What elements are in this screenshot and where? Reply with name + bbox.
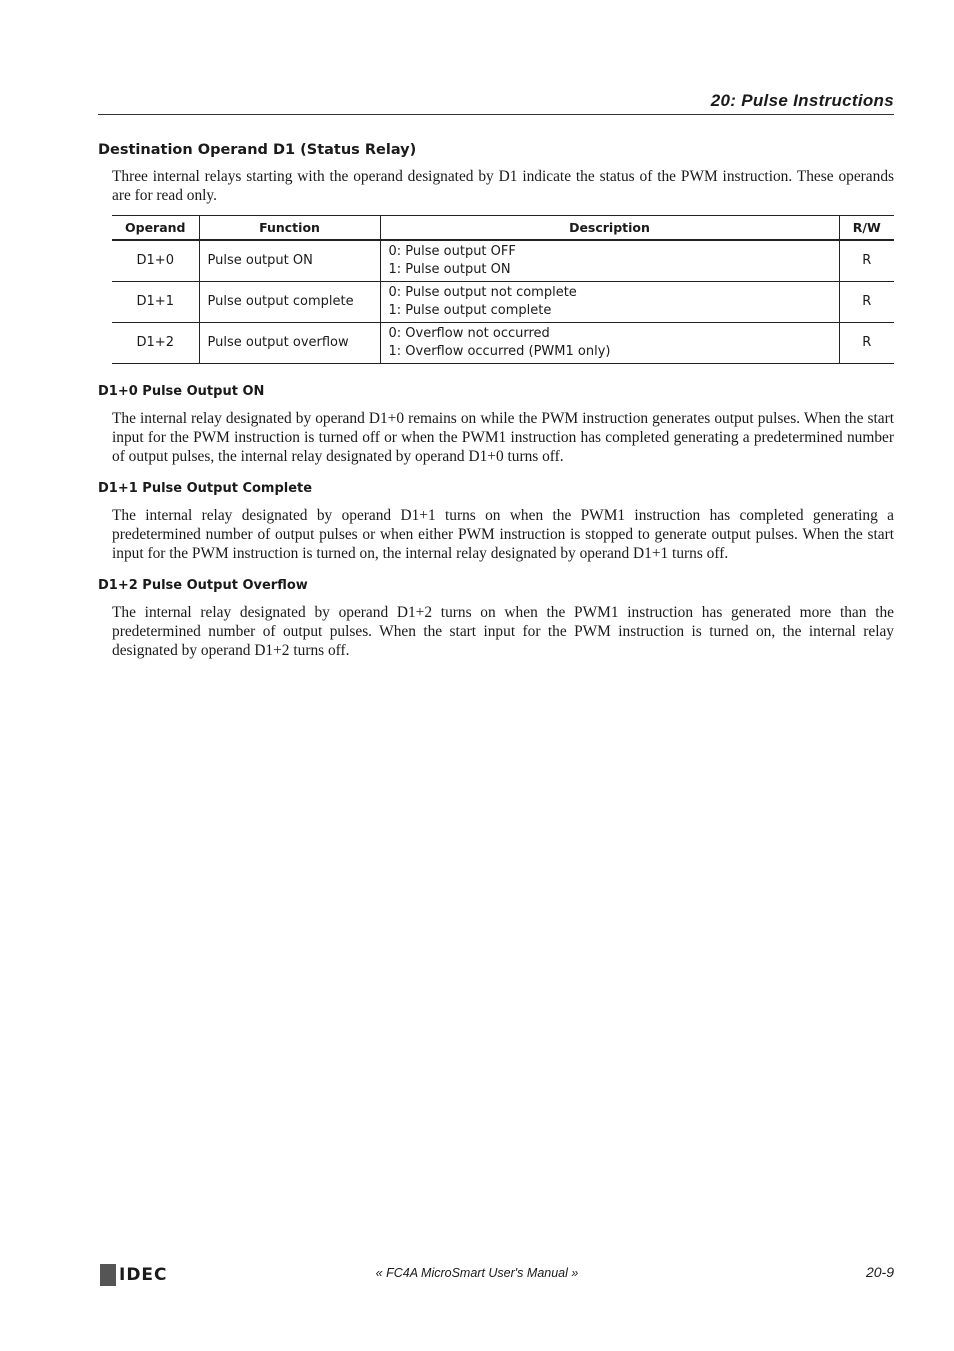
desc-line: 1: Pulse output complete: [388, 303, 552, 318]
cell-function: Pulse output complete: [199, 282, 380, 323]
cell-description: [380, 240, 839, 282]
subsection-text: The internal relay designated by operand D1+2 turns on when the PWM1 instruction has generated more than the predetermined number of output pulses. When the start input for the PWM instruction is turned on, the internal relay designated by operand D1+2 turns off.: [112, 604, 894, 659]
logo-text: IDEC: [119, 1265, 168, 1285]
cell-operand: D1+1: [112, 282, 199, 323]
header-rule: [98, 114, 894, 115]
cell-function: Pulse output ON: [199, 240, 380, 282]
col-header-rw: R/W: [839, 216, 894, 241]
col-header-description: Description: [380, 216, 839, 241]
page-header-title: 20: Pulse Instructions: [710, 91, 894, 110]
cell-description: [380, 282, 839, 323]
table-row: [112, 323, 894, 364]
subsection-heading: D1+2 Pulse Output Overflow: [98, 578, 308, 593]
page-number: 20-9: [865, 1264, 894, 1280]
status-relay-table: [112, 215, 894, 364]
desc-line: 0: Pulse output OFF: [388, 244, 516, 259]
desc-line: 0: Overflow not occurred: [388, 326, 550, 341]
desc-line: 0: Pulse output not complete: [388, 285, 577, 300]
cell-function: Pulse output overflow: [199, 323, 380, 364]
cell-operand: D1+0: [112, 240, 199, 282]
cell-rw: R: [839, 323, 894, 364]
table-header-row: [112, 216, 894, 241]
section-heading: Destination Operand D1 (Status Relay): [98, 142, 417, 158]
cell-rw: R: [839, 240, 894, 282]
cell-operand: D1+2: [112, 323, 199, 364]
subsection-heading: D1+1 Pulse Output Complete: [98, 481, 313, 496]
table-row: [112, 282, 894, 323]
desc-line: 1: Pulse output ON: [388, 262, 511, 277]
cell-description: [380, 323, 839, 364]
col-header-function: Function: [199, 216, 380, 241]
subsection-text: The internal relay designated by operand D1+0 remains on while the PWM instruction generates output pulses. When the start input for the PWM instruction is turned off or when the PWM1 instruction has completed generating a predetermined number of output pulses, the internal relay designated by operand D1+0 turns off.: [112, 410, 894, 465]
subsection-heading: D1+0 Pulse Output ON: [98, 384, 265, 399]
col-header-operand: Operand: [112, 216, 199, 241]
footer-manual-title: « FC4A MicroSmart User's Manual »: [375, 1266, 579, 1280]
cell-rw: R: [839, 282, 894, 323]
desc-line: 1: Overflow occurred (PWM1 only): [388, 344, 611, 359]
section-intro: Three internal relays starting with the operand designated by D1 indicate the status of the PWM instruction. These operands are for read only.: [112, 168, 894, 204]
subsection-text: The internal relay designated by operand D1+1 turns on when the PWM1 instruction has completed generating a predetermined number of output pulses or when either PWM instruction is stopped to generate output pulses. When the start input for the PWM instruction is turned on, the internal relay designated by operand D1+1 turns off.: [112, 507, 894, 562]
table-row: [112, 240, 894, 282]
